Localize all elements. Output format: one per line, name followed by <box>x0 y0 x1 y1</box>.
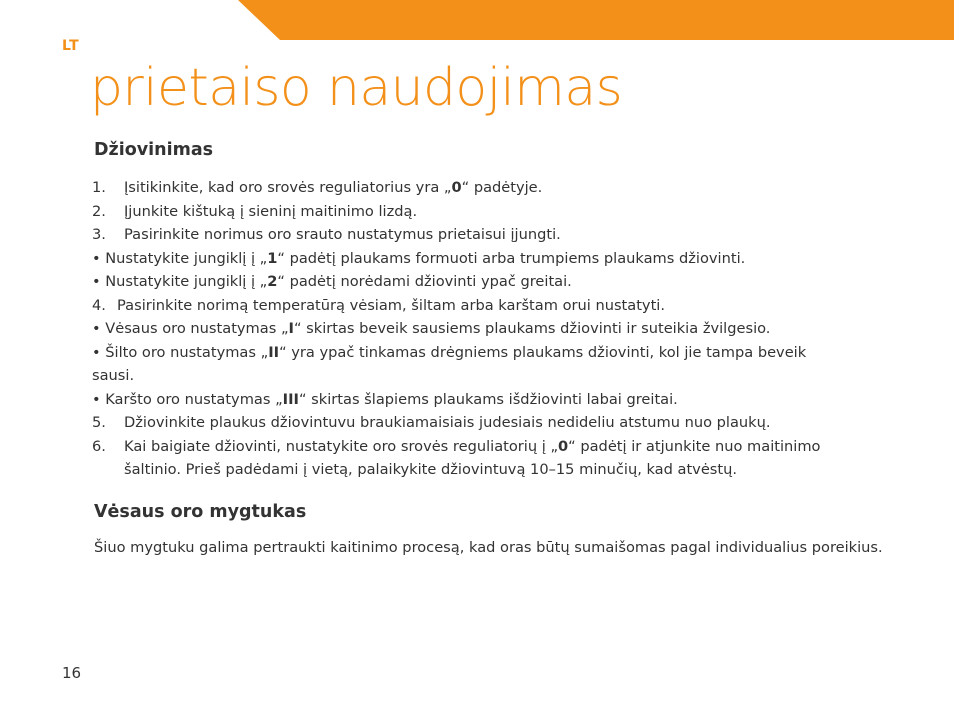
language-code: LT <box>62 38 80 54</box>
step-4 <box>92 294 914 318</box>
step-text <box>124 435 914 482</box>
step-text: Džiovinkite plaukus džiovintuvu braukiamaisiais judesiais nedideliu atstumu nuo plaukų. <box>124 414 771 431</box>
step-number: 4. <box>92 296 106 314</box>
setting-value: 2 <box>267 273 278 290</box>
step-number: 5. <box>92 414 106 431</box>
bullet-text-part: “ yra ypač tinkamas drėgniems plaukams džiovinti, kol jie tampa beveik <box>279 343 807 361</box>
bullet-text-part: • Šilto oro nustatymas „ <box>92 343 269 361</box>
setting-value: III <box>282 390 299 408</box>
setting-value: II <box>268 343 280 361</box>
step-text: Įjunkite kištuką į sieninį maitinimo lizdą. <box>124 202 418 220</box>
bullet-temp-warm <box>92 341 914 388</box>
bullet-text-part: • Nustatykite jungiklį į „ <box>92 273 268 290</box>
drying-steps-list <box>92 176 914 482</box>
cool-button-description: Šiuo mygtuku galima pertraukti kaitinimo procesą, kad oras būtų sumaišomas pagal individualius poreikius. <box>94 538 883 556</box>
step-3 <box>92 223 914 247</box>
step-text: Pasirinkite norimą temperatūrą vėsiam, šiltam arba karštam orui nustatyti. <box>117 296 665 314</box>
bullet-text-part: “ padėtį plaukams formuoti arba trumpiems plaukams džiovinti. <box>277 249 746 267</box>
setting-value: 1 <box>267 249 278 267</box>
step-text-part: šaltinio. Prieš padėdami į vietą, palaikykite džiovintuvą 10–15 minučių, kad atvėstų. <box>124 461 738 478</box>
bullet-text-part: • Karšto oro nustatymas „ <box>92 390 283 408</box>
page-number: 16 <box>62 664 82 682</box>
bullet-text-part: “ skirtas šlapiems plaukams išdžiovinti labai greitai. <box>298 390 678 408</box>
step-number: 3. <box>92 226 106 243</box>
main-content <box>94 138 914 559</box>
setting-value: I <box>288 320 294 337</box>
step-1 <box>92 176 914 200</box>
bullet-temp-hot <box>92 388 914 412</box>
bullet-speed-2 <box>92 270 914 294</box>
step-text <box>124 176 914 200</box>
bullet-temp-cool <box>92 317 914 341</box>
bullet-text-part: “ skirtas beveik sausiems plaukams džiovinti ir suteikia žvilgesio. <box>293 320 771 337</box>
cool-button-section <box>94 500 914 560</box>
section-heading-drying: Džiovinimas <box>94 140 214 160</box>
bullet-text-part: “ padėtį norėdami džiovinti ypač greitai. <box>277 273 572 290</box>
page-title: prietaiso naudojimas <box>90 58 623 118</box>
step-text: Pasirinkite norimus oro srauto nustatymus prietaisui įjungti. <box>124 226 561 243</box>
header-accent-band <box>0 0 954 40</box>
step-text-part: Įsitikinkite, kad oro srovės reguliatorius yra „ <box>124 179 452 196</box>
step-number: 6. <box>92 437 106 455</box>
bullet-speed-1 <box>92 247 914 271</box>
setting-value: 0 <box>451 179 462 196</box>
step-2 <box>92 200 914 224</box>
step-number: 2. <box>92 202 106 220</box>
section-heading-cool-button: Vėsaus oro mygtukas <box>94 501 307 522</box>
step-text-part: Kai baigiate džiovinti, nustatykite oro srovės reguliatorių į „ <box>124 437 558 455</box>
step-number: 1. <box>92 179 106 196</box>
setting-value: 0 <box>558 437 569 455</box>
step-6 <box>92 435 914 482</box>
step-text-part: “ padėtį ir atjunkite nuo maitinimo <box>568 437 821 455</box>
step-text-part: “ padėtyje. <box>461 179 543 196</box>
step-5 <box>92 411 914 435</box>
bullet-text-part: sausi. <box>92 367 135 384</box>
bullet-text-part: • Vėsaus oro nustatymas „ <box>92 320 289 337</box>
bullet-text-part: • Nustatykite jungiklį į „ <box>92 249 268 267</box>
